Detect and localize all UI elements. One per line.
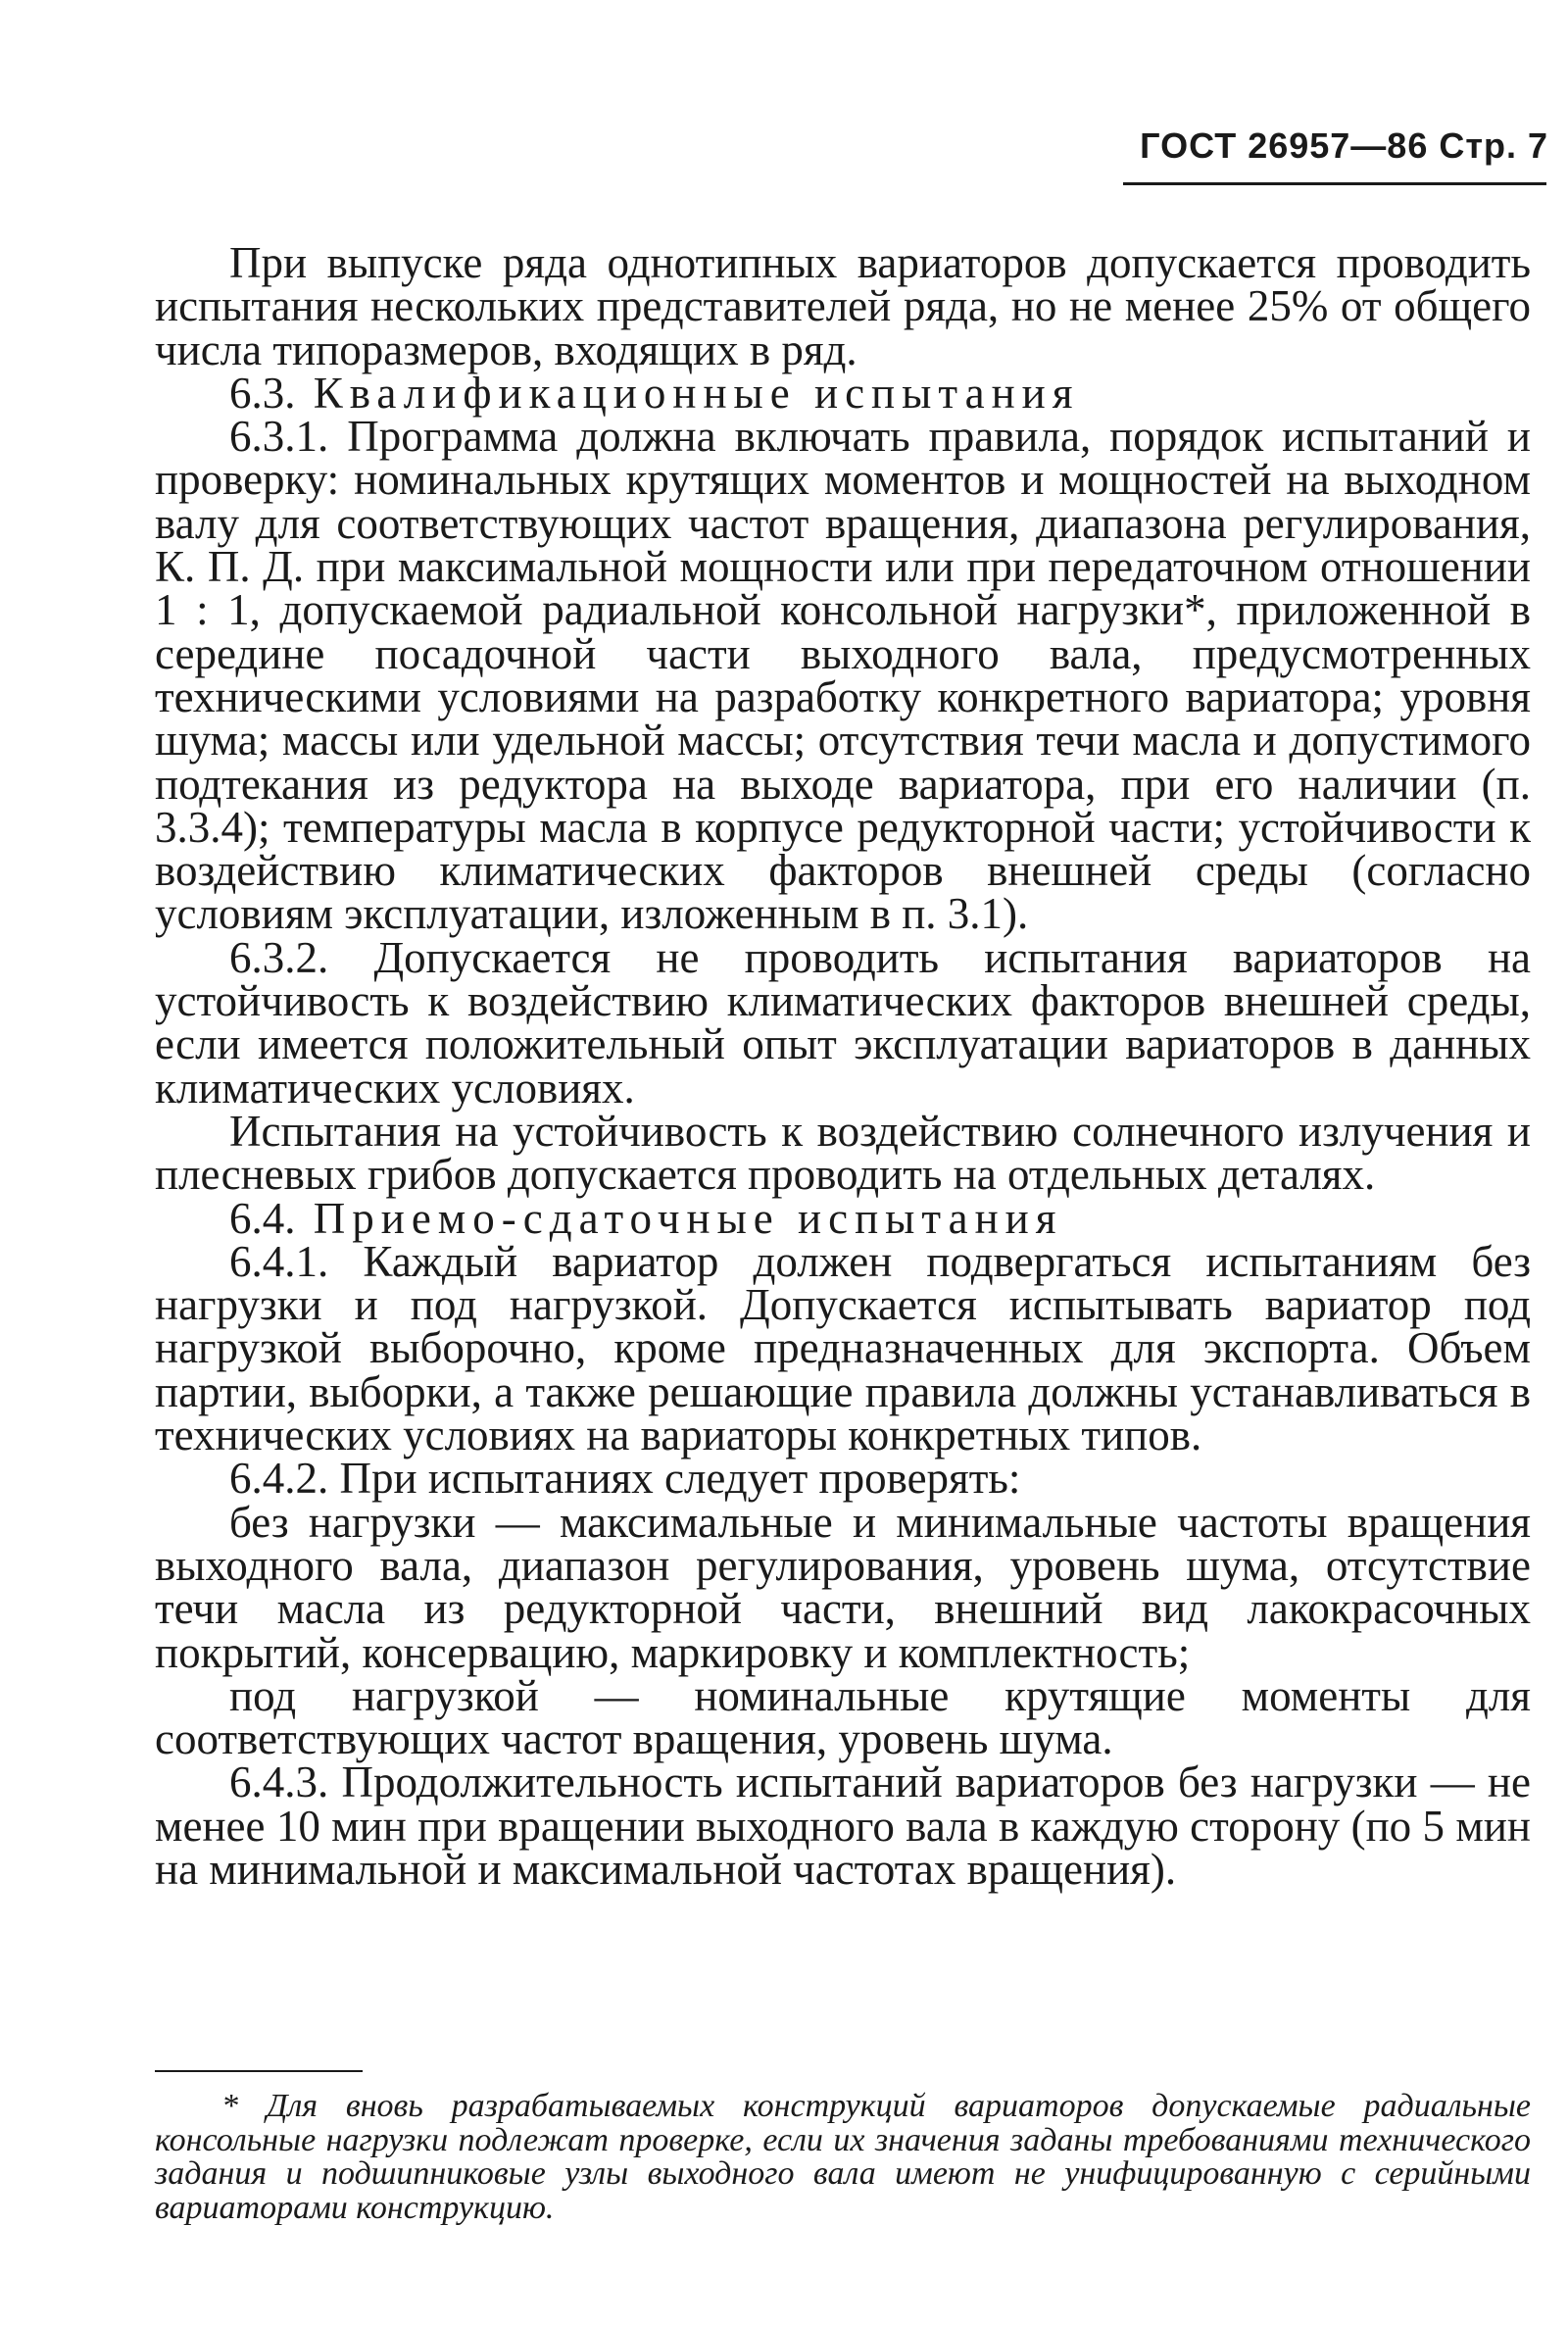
footnote-rule — [155, 2070, 363, 2072]
header-rule — [1123, 182, 1546, 185]
paragraph-intro: При выпуске ряда однотипных вариаторов допускается проводить испытания нескольких представителей ряда, но не менее 25% от общего числа типоразмеров, входящих в ряд. — [155, 238, 1531, 374]
footnote-text: * Для вновь разрабатываемых конструкций вариаторов допускаемые радиальные консольные нагрузки подлежат проверке, если их значения заданы требованиями технического задания и подшипниковые узлы выходного вала имеют не унифицированную с серийными вариаторами конструкцию. — [155, 2088, 1531, 2226]
paragraph-6-3-2: 6.3.2. Допускается не проводить испытания вариаторов на устойчивость к воздействию климатических факторов внешней среды, если имеется положительный опыт эксплуатации вариаторов в данных климатических условиях. — [155, 932, 1531, 1113]
paragraph-6-4-3: 6.4.3. Продолжительность испытаний вариаторов без нагрузки — не менее 10 мин при вращении выходного вала в каждую сторону (по 5 мин на минимальной и максимальной частотах вращения). — [155, 1757, 1531, 1894]
section-title: Квалификационные испытания — [313, 368, 1080, 418]
paragraph-6-3-2-cont: Испытания на устойчивость к воздействию солнечного излучения и плесневых грибов допускается проводить на отдельных деталях. — [155, 1106, 1531, 1200]
section-heading-6-3 — [155, 368, 1531, 418]
section-number: 6.4. — [229, 1193, 296, 1243]
section-title: Приемо-сдаточные испытания — [313, 1193, 1063, 1243]
paragraph-6-4-2: 6.4.2. При испытаниях следует проверять: — [229, 1454, 1021, 1504]
section-heading-6-4 — [155, 1193, 1531, 1243]
footnote — [155, 2090, 1531, 2225]
paragraph-6-4-2-no-load: без нагрузки — максимальные и минимальные частоты вращения выходного вала, диапазон регулирования, уровень шума, отсутствие течи масла из редукторной части, внешний вид лакокрасочных покрытий, консервацию, маркировку и комплектность; — [155, 1497, 1531, 1677]
paragraph-6-4-1: 6.4.1. Каждый вариатор должен подвергаться испытаниям без нагрузки и под нагрузкой. Допускается испытывать вариатор под нагрузкой выборочно, кроме предназначенных для экспорта. Объем партии, выборки, а также решающие правила должны устанавливаться в технических условиях на вариаторы конкретных типов. — [155, 1236, 1531, 1460]
document-body — [155, 238, 1531, 1894]
page-header: ГОСТ 26957—86 Стр. 7 — [1140, 125, 1548, 166]
paragraph-6-3-1: 6.3.1. Программа должна включать правила, порядок испытаний и проверку: номинальных крутящих моментов и мощностей на выходном валу для соответствующих частот вращения, диапазона регулирования, К. П. Д. при максимальной мощности или при передаточном отношении 1 : 1, допускаемой радиальной консольной нагрузки*, приложенной в середине посадочной части выходного вала, предусмотренных техническими условиями на разработку конкретного вариатора; уровня шума; массы или удельной массы; отсутствия течи масла и допустимого подтекания из редуктора на выходе вариатора, при его наличии (п. 3.3.4); температуры масла в корпусе редукторной части; устойчивости к воздействию климатических факторов внешней среды (согласно условиям эксплуатации, изложенным в п. 3.1). — [155, 412, 1531, 939]
paragraph-6-4-2-under-load: под нагрузкой — номинальные крутящие моменты для соответствующих частот вращения, уровень шума. — [155, 1670, 1531, 1764]
section-number: 6.3. — [229, 368, 296, 418]
